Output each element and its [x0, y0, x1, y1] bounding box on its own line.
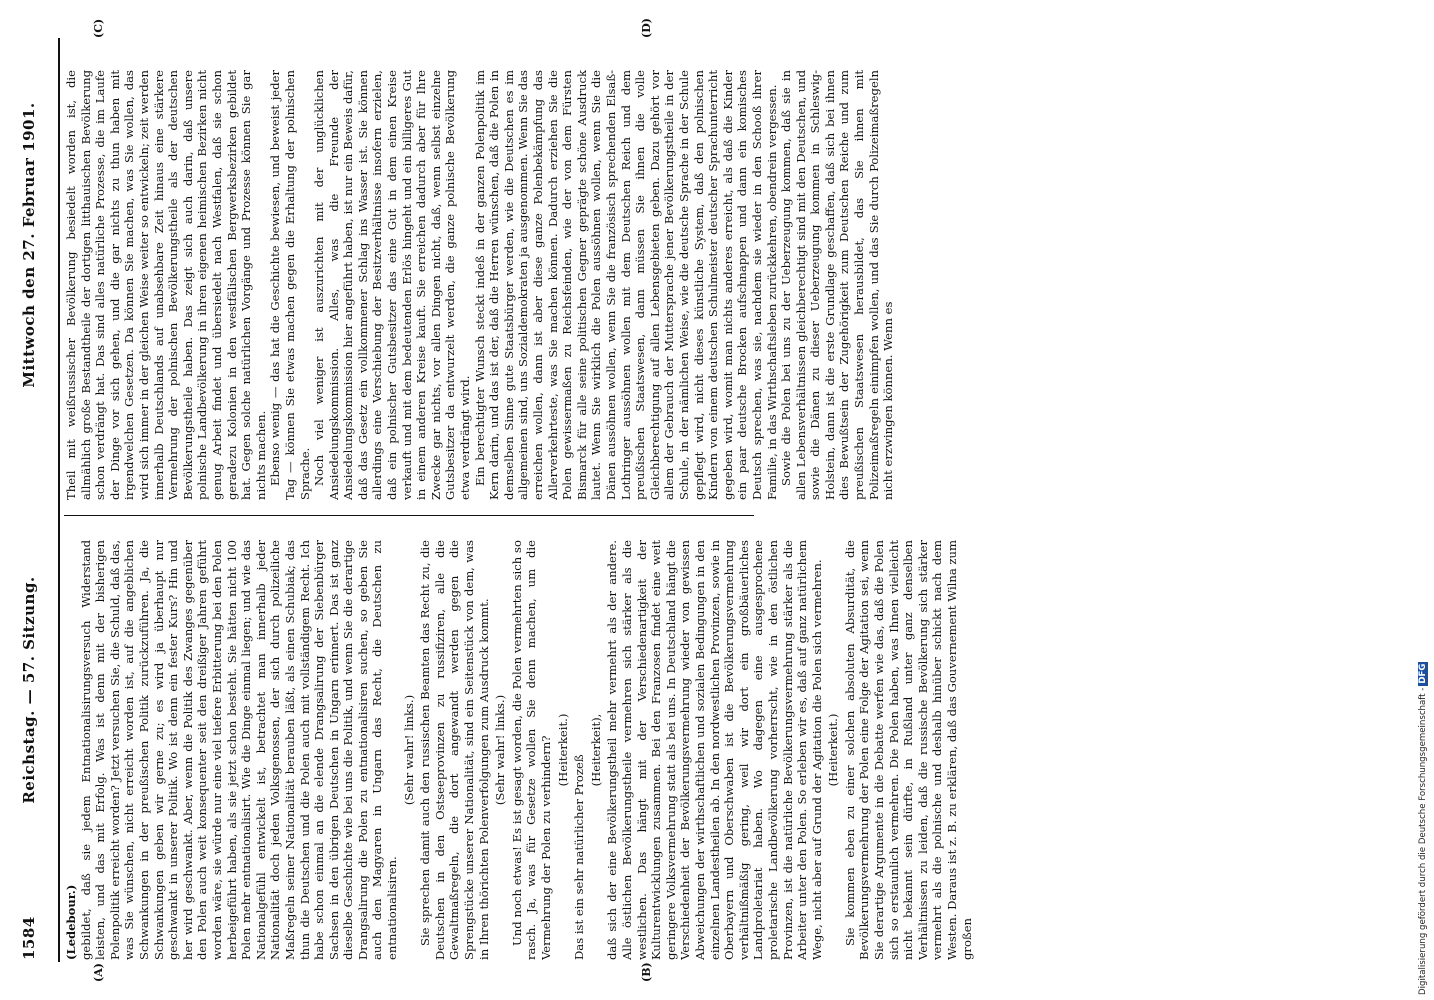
left-column — [64, 540, 974, 960]
paragraph: daß sich der eine Bevölkerungstheil mehr vermehrt als der andere. Alle östlichen Bevölkerungstheile vermehren sich stärker als die westlichen. Das hängt mit der Verschiedenartigkeit der Kulturentwicklungen zusammen. Bei den Franzosen findet eine weit geringere Volksvermehrung statt als bei uns. In Deutschland hängt die Verschiedenheit der Bevölkerungsvermehrung wieder von gewissen Abweichungen der wirthschaftlichen und sozialen Bedingungen in den einzelnen Landestheilen ab. In den nordwestlichen Provinzen, sowie in Oberbayern und Oberschwaben ist die Bevölkerungsvermehrung verhältnißmäßig gering, weil wir dort ein großbäuerliches Landproletariat haben. Wo dagegen eine ausgesprochene proletarische Landbevölkerung vorherrscht, wie in den östlichen Provinzen, ist die natürliche Bevölkerungsvermehrung stärker als die Arbeiter unter den Polen. So erleben wir es, daß auf ganz natürlichem Wege, nicht aber auf Grund der Agitation die Polen sich vermehren. — [605, 540, 824, 960]
margin-marker-a: (A) — [92, 963, 105, 982]
margin-marker-d: (D) — [640, 18, 653, 38]
margin-marker-b: (B) — [640, 962, 653, 982]
interjection: (Sehr wahr! links.) — [493, 694, 508, 806]
digitization-credit — [1418, 0, 1432, 995]
margin-marker-c: (C) — [92, 18, 105, 38]
page-header — [6, 40, 50, 960]
speaker-label: (Ledebour.) — [64, 884, 78, 960]
right-column — [64, 70, 896, 500]
paragraph: Ebenso wenig — das hat die Geschichte bewiesen, und beweist jeder Tag — können Sie etwas machen gegen die Erhaltung der polnischen Sprache. — [268, 70, 312, 500]
interjection: (Heiterkeit), — [588, 713, 603, 787]
credit-text: Digitalisierung gefördert durch die Deutsche Forschungsgemeinschaft - — [1418, 687, 1428, 995]
paragraph: Sie sprechen damit auch den russischen Beamten das Recht zu, die Deutschen in den Ostseeprovinzen zu russifiziren, alle die Gewaltmaßregeln, die dort angewandt werden gegen die Sprengstücke unserer Nationalität, sind ein Seitenstück von dem, was in Ihren thörichten Polenverfolgungen zum Ausdruck kommt. — [418, 540, 491, 960]
column-divider — [64, 515, 754, 516]
paragraph: gebildet, daß sie jedem Entnationalisirungsversuch Widerstand leisten, und das mit Erfolg. Was ist denn mit der bisherigen Polenpolitik erreicht worden? Jetzt versuchen Sie, die Schuld, daß das, was Sie wünschen, nicht erreicht worden ist, auf die angeblichen Schwankungen in der preußischen Politik zurückzuführen. Ja, die Schwankungen geben wir gerne zu; es wird ja überhaupt nur geschwankt in unserer Politik. Wo ist denn ein fester Kurs? Hin und her wird geschwankt. Aber, wenn die Politik des Zwanges gegenüber den Polen auch weit konsequenter seit den dreißiger Jahren geführt worden wäre, sie würde nur eine viel tiefere Erbitterung bei den Polen herbeigeführt haben, als sie jetzt schon besteht. Sie hätten nicht 100 Polen mehr entnationalisirt. Wie die Dinge einmal liegen; und wie das Nationalgefühl entwickelt ist, betrachtet man innerhalb jeder Nationalität doch jeden Volksgenossen, der sich durch polizeiliche Maßregeln seiner Nationalität berauben läßt, als einen Schubiak; das thun die Deutschen und die Polen auch mit vollständigem Recht. Ich habe schon einmal an die elende Drangsalirung der Siebenbürger Sachsen in den übrigen Deutschen in Ungarn erinnert. Das ist ganz dieselbe Geschichte wie bei uns die Politik, und wenn Sie die derartige Drangsalirung die Polen zu entnationalisiren suchen, so geben Sie auch den Magyaren in Ungarn das Recht, die Deutschen zu entnationalisiren. — [78, 540, 400, 960]
header-rule — [58, 38, 60, 962]
session-date: Mittwoch den 27. Februar 1901. — [20, 102, 38, 388]
paragraph: Ein berechtigter Wunsch steckt indeß in der ganzen Polenpolitik im Kern darin, und das ist der, daß die Herren wünschen, daß die Polen in demselben Sinne gute Staatsbürger werden, wie die Deutschen es im allgemeinen sind, uns Sozialdemokraten ja ausgenommen. Wenn Sie das erreichen wollen, dann ist aber diese ganze Polenbekämpfung das Allerverkehrteste, was Sie machen können. Dadurch erziehen Sie die Polen gewissermaßen zu Reichsfeinden, wie der von dem Fürsten Bismarck für alle seine politischen Gegner geprägte schöne Ausdruck lautet. Wenn Sie wirklich die Polen aussöhnen wollen, wenn Sie die Dänen aussöhnen wollen, wenn Sie die französisch sprechenden Elsaß-Lothringer aussöhnen wollen mit dem Deutschen Reich und dem preußischen Staatswesen, dann müssen Sie ihnen die volle Gleichberechtigung auf allen Lebensgebieten geben. Dazu gehört vor allem der Gebrauch der Muttersprache jener Bevölkerungstheile in der Schule, in der nämlichen Weise, wie die deutsche Sprache in der Schule gepflegt wird, nicht dieses künstliche System, daß den polnischen Kindern von einem deutschen Schulmeister deutscher Sprachunterricht gegeben wird, womit man nichts anderes erreicht, als daß die Kinder ein paar deutsche Brocken aufschnappen und dann ein komisches Deutsch sprechen, was sie, nachdem sie wieder in den Schooß ihrer Familie, in das Wirthschaftsleben zurückkehren, obendrein vergessen. — [472, 70, 779, 500]
paragraph: Das ist ein sehr natürlicher Prozeß — [572, 754, 587, 960]
paragraph: Sowie die Polen bei uns zu der Ueberzeugung kommen, daß sie in allen Lebensverhältnissen gleichberechtigt sind mit den Deutschen, und sowie die Dänen zu dieser Ueberzeugung kommen in Schleswig-Holstein, dann ist die erste Grundlage geschaffen, daß sich bei ihnen dies Bewußtsein der Zugehörigkeit zum Deutschen Reiche und zum preußischen Staatswesen herausbildet, das Sie ihnen mit Polizeimaßregeln einimpfen wollen, und das Sie durch Polizeimaßregeln nicht erzwingen können. Wenn es — [779, 70, 896, 500]
dfg-logo: DFG — [1418, 663, 1428, 684]
paragraph: Noch viel weniger ist auszurichten mit der unglücklichen Ansiedelungskommission. Alles, was die Freunde der Ansiedelungskommission hier angeführt haben, ist nur ein Beweis dafür, daß das Gesetz ein vollkommener Schlag ins Wasser ist. Sie können allerdings eine Verschiebung der Besitzverhältnisse insofern erzielen, daß ein polnischer Gutsbesitzer das eine Gut in dem einen Kreise verkauft und mit dem bedeutenden Erlös hingeht und ein billigeres Gut in einem anderen Kreise kauft. Sie erreichen dadurch aber für Ihre Zwecke gar nichts, vor allen Dingen nicht, daß, wenn selbst einzelne Gutsbesitzer da entwurzelt werden, die ganze polnische Bevölkerung etwa verdrängt wird. — [312, 70, 473, 500]
paragraph: Theil mit weißrussischer Bevölkerung besiedelt worden ist, die allmählich große Bestandtheile der dortigen litthauischen Bevölkerung schon verdrängt hat. Das sind alles natürliche Prozesse, die im Laufe der Dinge vor sich gehen, und die gar nichts zu thun haben mit irgendwelchen Gesetzen. Da können Sie machen, was Sie wollen, das wird sich immer in der gleichen Weise weiter so entwickeln; zeit werden innerhalb Deutschlands auf unabsehbare Zeit hinaus eine stärkere Vermehrung der polnischen Bevölkerungstheile als der deutschen Bevölkerungstheile haben. Das zeigt sich auch darin, daß unsere polnische Landbevölkerung in ihren eigenen heimischen Bezirken nicht genug Arbeit findet und übersiedelt nach Westfalen, daß sie schon geradezu Kolonien in den westfälischen Bergwerksbezirken gebildet hat. Gegen solche natürlichen Vorgänge und Prozesse können Sie gar nichts machen. — [64, 70, 268, 500]
paragraph: Und noch etwas! Es ist gesagt worden, die Polen vermehrten sich so rasch. Ja, was für Gesetze wollen Sie denn machen, um die Vermehrung der Polen zu verhindern? — [509, 540, 553, 960]
interjection: (Sehr wahr! links.) — [401, 694, 416, 806]
interjection: (Heiterkeit.) — [555, 713, 570, 787]
paragraph: Sie kommen eben zu einer solchen absoluten Absurdität, die Bevölkerungsvermehrung der Polen eine Folge der Agitation sei, wenn Sie derartige Argumente in die Debatte werfen wie das, daß die Polen sich so erstaunlich vermehren. Die Polen haben, was Ihnen vielleicht nicht bekannt sein dürfte, in Rußland unter ganz denselben Verhältnissen zu leiden, daß die russische Bevölkerung sich stärker vermehrt als die polnische und deshalb hinüber schickt nach dem Westen. Daraus ist z. B. zu erklären, daß das Gouvernement Wilna zum großen — [842, 540, 974, 960]
page-number: 1584 — [20, 916, 38, 960]
session-title: Reichstag. — 57. Sitzung. — [20, 576, 38, 804]
interjection: (Heiterkeit.) — [826, 713, 841, 787]
